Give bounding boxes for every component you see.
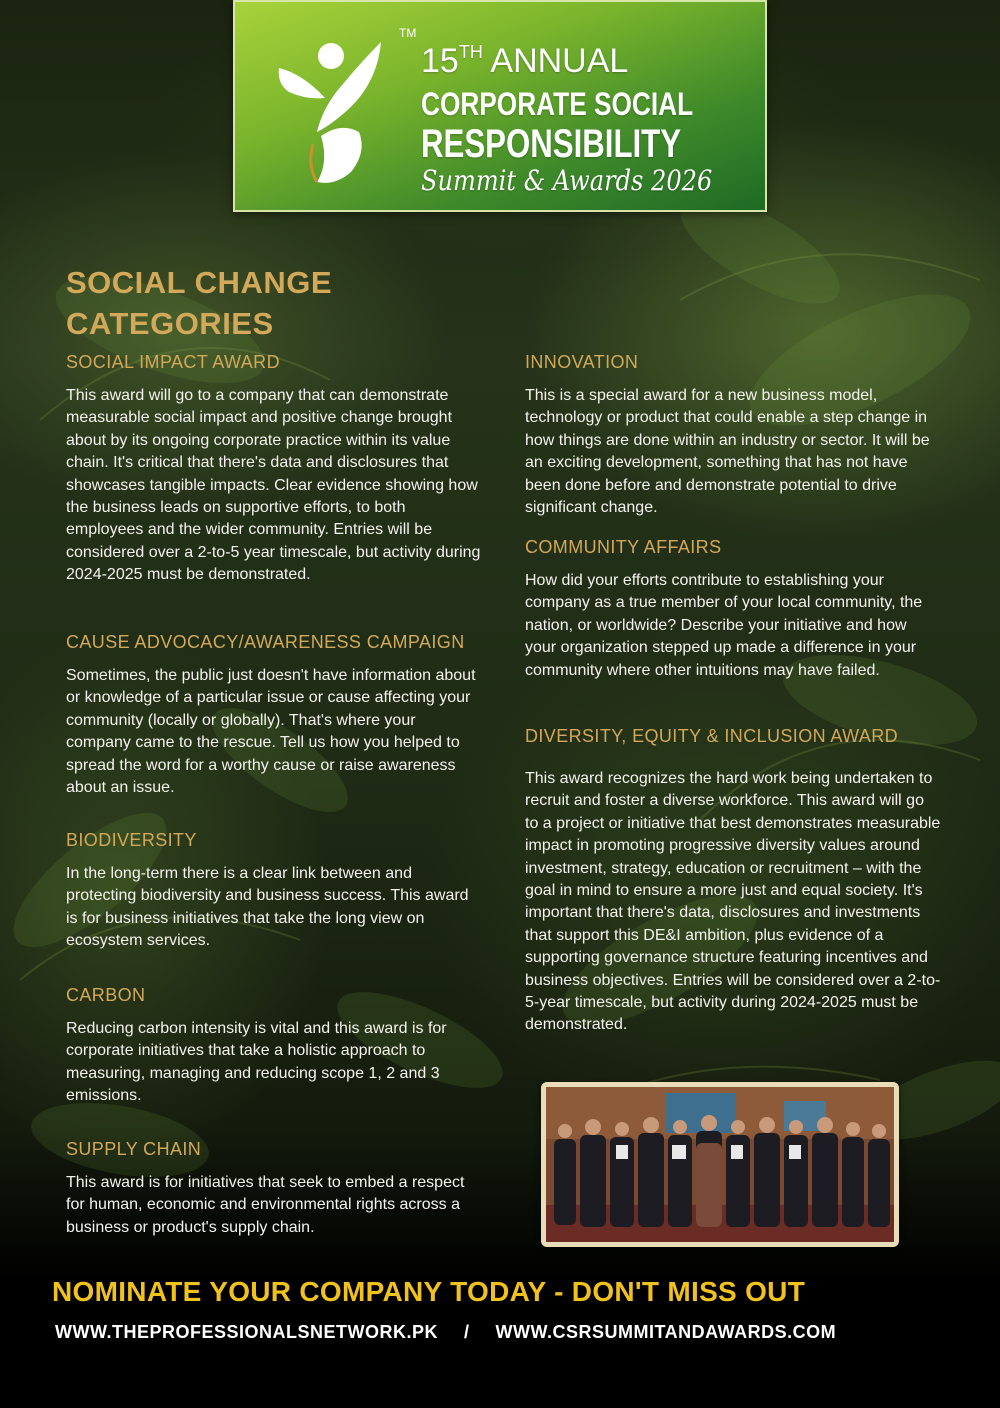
- award-heading: SOCIAL IMPACT AWARD: [66, 352, 280, 372]
- logo-edition-rest: ANNUAL: [482, 42, 629, 80]
- award-carbon: [66, 983, 486, 1108]
- csr-leaf-figure-icon: [273, 36, 393, 186]
- award-heading: DIVERSITY, EQUITY & INCLUSION AWARD: [525, 726, 899, 746]
- award-heading: COMMUNITY AFFAIRS: [525, 537, 722, 557]
- logo-line-responsibility: RESPONSIBILITY: [421, 122, 682, 166]
- award-description: In the long-term there is a clear link between and protecting biodiversity and business success. This award is for business initiatives that take the long view on ecosystem services.: [66, 865, 469, 950]
- link-separator: /: [464, 1322, 470, 1342]
- trademark-mark: TM: [399, 26, 417, 40]
- award-heading: CAUSE ADVOCACY/AWARENESS CAMPAIGN: [66, 632, 465, 652]
- award-description: This award will go to a company that can demonstrate measurable social impact and positive change brought about by its ongoing corporate practice within its value chain. It's critical that there's data and disclosures that showcases tangible impacts. Clear evidence showing how the business leads on supportive efforts, to both employees and the wider community. Entries will be considered over a 2-to-5 year timescale, but activity during 2024-2025 must be demonstrated.: [66, 387, 481, 584]
- award-heading: INNOVATION: [525, 352, 639, 372]
- professionals-network-link[interactable]: WWW.THEPROFESSIONALSNETWORK.PK: [55, 1322, 438, 1342]
- award-biodiversity: [66, 828, 486, 953]
- event-group-photo: [541, 1082, 899, 1247]
- logo-edition-line: [421, 42, 628, 81]
- award-heading: CARBON: [66, 985, 146, 1005]
- csr-summit-link[interactable]: WWW.CSRSUMMITANDAWARDS.COM: [495, 1322, 837, 1342]
- event-logo-banner: [233, 0, 767, 212]
- award-description: This award recognizes the hard work being undertaken to recruit and foster a diverse workforce. This award will go to a project or initiative that best demonstrates measurable impact in promoting progressive diversity values around investment, strategy, education or recruitment – with the goal in mind to ensure a more just and equal society. It's important that there's data, disclosures and investments that support this DE&I ambition, plus evidence of a supporting governance structure featuring incentives and business objectives. Entries will be considered over a 2-to-5-year timescale, but activity during 2024-2025 must be demonstrated.: [525, 770, 941, 1034]
- award-cause-advocacy: [66, 630, 486, 799]
- award-description: This award is for initiatives that seek to embed a respect for human, economic and environmental rights across a business or product's supply chain.: [66, 1174, 465, 1236]
- logo-edition-number: 15: [421, 42, 459, 80]
- award-description: This is a special award for a new business model, technology or product that could enable a step change in how things are done within an industry or sector. It will be an exciting development, something that has not have been done before and demonstrate potential to drive significant change.: [525, 387, 930, 517]
- award-diversity-equity-inclusion: [525, 724, 945, 1037]
- logo-line-corporate-social: CORPORATE SOCIAL: [421, 86, 694, 122]
- award-supply-chain: [66, 1137, 486, 1239]
- footer-links: [55, 1322, 836, 1343]
- group-photo-illustration: [546, 1087, 894, 1242]
- award-community-affairs: [525, 535, 945, 682]
- section-title: SOCIAL CHANGE CATEGORIES: [66, 265, 333, 341]
- award-description: How did your efforts contribute to establishing your company as a true member of your local community, the nation, or worldwide? Describe your initiative and how your organization stepped up made a difference in your community where other intuitions may have failed.: [525, 572, 923, 679]
- award-heading: SUPPLY CHAIN: [66, 1139, 202, 1159]
- award-description: Sometimes, the public just doesn't have information about or knowledge of a particular issue or cause affecting your community (locally or globally). That's where your company came to the rescue. Tell us how you helped to spread the word for a worthy cause or raise awareness about an issue.: [66, 667, 476, 797]
- award-innovation: [525, 350, 945, 519]
- logo-line-summit-awards: Summit & Awards 2026: [421, 164, 713, 197]
- award-description: Reducing carbon intensity is vital and this award is for corporate initiatives that take a holistic approach to measuring, managing and reducing scope 1, 2 and 3 emissions.: [66, 1020, 447, 1105]
- logo-edition-suffix: TH: [458, 42, 483, 62]
- award-social-impact: [66, 350, 486, 587]
- nominate-call-to-action: NOMINATE YOUR COMPANY TODAY - DON'T MISS OUT: [52, 1276, 806, 1307]
- award-heading: BIODIVERSITY: [66, 830, 197, 850]
